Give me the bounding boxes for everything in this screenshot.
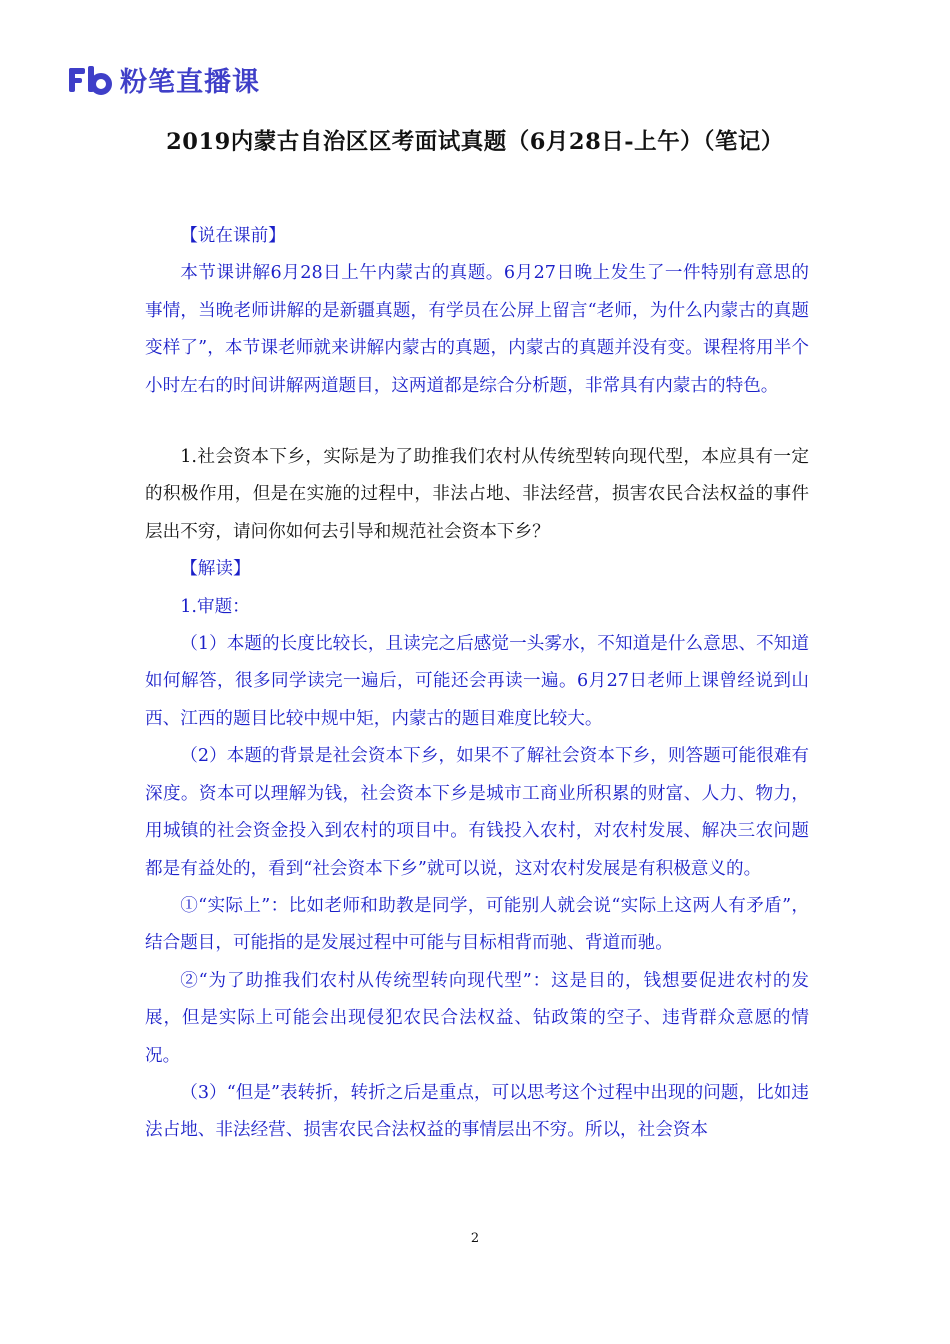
analysis-paragraph: （3）“但是”表转折，转折之后是重点，可以思考这个过程中出现的问题，比如违法占地、非法经营、损害农民合法权益的事情层出不穷。所以，社会资本 xyxy=(145,1082,809,1141)
intro-heading: 【说在课前】 xyxy=(180,226,286,246)
page-number: 2 xyxy=(470,1231,480,1246)
brand-logo xyxy=(68,60,260,99)
question-text: 1.社会资本下乡，实际是为了助推我们农村从传统型转向现代型，本应具有一定的积极作用，但是在实施的过程中，非法占地、非法经营，损害农民合法权益的事件层出不穷，请问你如何去引导和规范社会资本下乡？ xyxy=(145,447,809,542)
document-body xyxy=(145,218,809,1150)
analysis-paragraph: （1）本题的长度比较长，且读完之后感觉一头雾水，不知道是什么意思、不知道如何解答，很多同学读完一遍后，可能还会再读一遍。6月27日老师上课曾经说到山西、江西的题目比较中规中矩，内蒙古的题目难度比较大。 xyxy=(145,634,809,729)
logo-text: 粉笔直播课 xyxy=(120,67,260,98)
analysis-paragraph: ②“为了助推我们农村从传统型转向现代型”：这是目的，钱想要促进农村的发展，但是实际上可能会出现侵犯农民合法权益、钻政策的空子、违背群众意愿的情况。 xyxy=(145,970,809,1066)
analysis-heading: 【解读】 xyxy=(180,559,251,580)
intro-paragraph: 本节课讲解6月28日上午内蒙古的真题。6月27日晚上发生了一件特别有意思的事情，当晚老师讲解的是新疆真题，有学员在公屏上留言“老师，为什么内蒙古的真题变样了”，本节课老师就来讲解内蒙古的真题，内蒙古的真题并没有变。课程将用半个小时左右的时间讲解两道题目，这两道都是综合分析题，非常具有内蒙古的特色。 xyxy=(145,263,809,396)
analysis-subheading: 1.审题： xyxy=(180,596,250,617)
analysis-paragraph: （2）本题的背景是社会资本下乡，如果不了解社会资本下乡，则答题可能很难有深度。资本可以理解为钱，社会资本下乡是城市工商业所积累的财富、人力、物力，用城镇的社会资金投入到农村的项目中。有钱投入农村，对农村发展、解决三农问题都是有益处的，看到“社会资本下乡”就可以说，这对农村发展是有积极意义的。 xyxy=(145,746,809,879)
analysis-paragraph: ①“实际上”：比如老师和助教是同学，可能别人就会说“实际上这两人有矛盾”，结合题目，可能指的是发展过程中可能与目标相背而驰、背道而驰。 xyxy=(145,895,809,954)
document-title: 2019内蒙古自治区区考面试真题（6月28日-上午）（笔记） xyxy=(166,129,784,155)
fenbi-logo-icon xyxy=(68,65,112,95)
